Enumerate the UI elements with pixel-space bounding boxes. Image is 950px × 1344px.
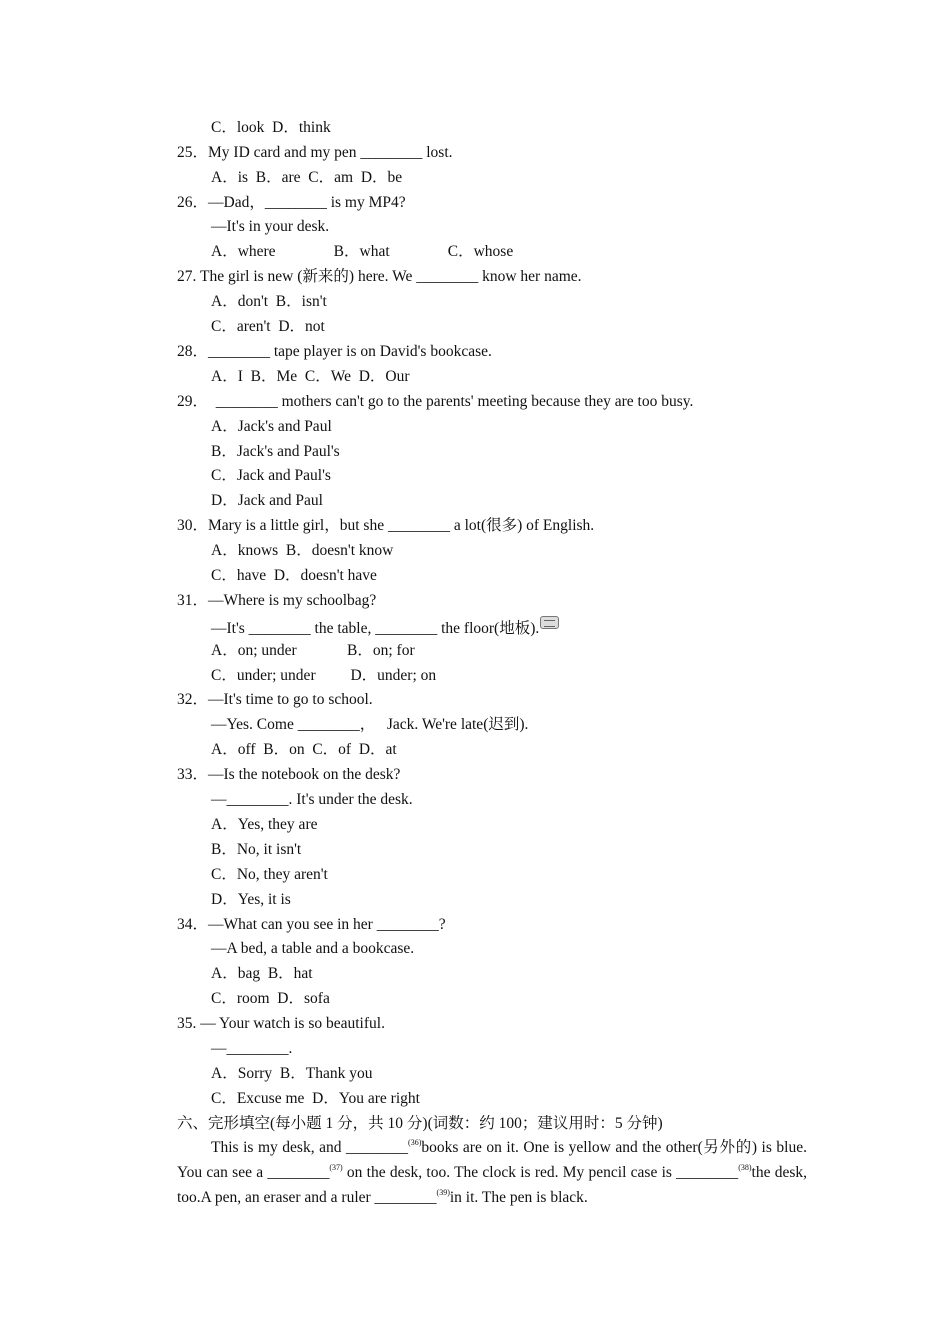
blank-number: (38) [738,1162,752,1172]
q26-reply: —It's in your desk. [211,218,330,235]
q34-stem: 34．—What can you see in her ________? [177,916,446,933]
q33-option-b: B．No, it isn't [211,841,302,858]
q35-stem: 35. — Your watch is so beautiful. [177,1015,385,1032]
q33-option-c: C．No, they aren't [211,866,328,883]
q35-reply: —________. [211,1040,293,1057]
q26-options: A．where B．what C．whose [211,243,514,260]
q29-stem: 29． ________ mothers can't go to the parents' meeting because they are too busy. [177,393,694,410]
blank-number: (37) [329,1162,343,1172]
q26-stem: 26．—Dad，________ is my MP4? [177,194,406,211]
image-icon [540,616,559,629]
q33-option-a: A．Yes, they are [211,816,318,833]
section-note: (每小题 1 分，共 10 分)(词数：约 100；建议用时：5 分钟) [270,1115,663,1132]
q27-stem: 27. The girl is new (新来的) here. We ________ know her name. [177,268,582,285]
q35-options-cd: C．Excuse me D．You are right [211,1090,420,1107]
q34-options-cd: C．room D．sofa [211,990,330,1007]
q33-option-d: D．Yes, it is [211,891,291,908]
q32-options: A．off B．on C．of D．at [211,741,397,758]
q29-option-b: B．Jack's and Paul's [211,443,340,460]
blank-number: (36) [408,1138,422,1147]
q30-options-cd: C．have D．doesn't have [211,567,377,584]
passage-text: the desk, too.A pen, an eraser and a ruler ________ [177,1163,807,1206]
q32-reply: —Yes. Come ________， Jack. We're late(迟到). [211,716,529,733]
q35-options-ab: A．Sorry B．Thank you [211,1065,373,1082]
q29-option-d: D．Jack and Paul [211,492,323,509]
passage-text: books are on it. One is yellow and the other(另外的) is blue. You can see a ________ [177,1139,807,1181]
q29-option-a: A．Jack's and Paul [211,418,332,435]
section-title: 六、完形填空 [177,1115,271,1132]
q24-options-cd: C．look D．think [211,119,331,136]
q34-options-ab: A．bag B．hat [211,965,313,982]
q27-options-cd: C．aren't D．not [211,318,325,335]
blank-number: (39) [436,1187,450,1197]
q33-reply: —________. It's under the desk. [211,791,413,808]
q34-reply: —A bed, a table and a bookcase. [211,940,415,957]
passage-text: This is my desk, and ________ [211,1139,409,1156]
cloze-passage [177,1136,807,1210]
q32-stem: 32．—It's time to go to school. [177,691,373,708]
q31-options-ab: A．on; under B．on; for [211,642,415,659]
q31-reply-text: —It's ________ the table, ________ the floor(地板). [211,620,540,637]
passage-text: on the desk, too. The clock is red. My pencil case is ________ [342,1163,739,1181]
q25-stem: 25．My ID card and my pen ________ lost. [177,144,453,161]
section-heading [177,1114,663,1134]
q30-stem: 30．Mary is a little girl，but she ________ a lot(很多) of English. [177,517,595,534]
q33-stem: 33．—Is the notebook on the desk? [177,766,401,783]
q27-options-ab: A．don't B．isn't [211,293,327,310]
q29-option-c: C．Jack and Paul's [211,467,331,484]
q30-options-ab: A．knows B．doesn't know [211,542,394,559]
cloze-paragraph [177,1136,807,1210]
q31-reply [211,616,559,639]
q28-stem: 28．________ tape player is on David's bookcase. [177,343,492,360]
q31-options-cd: C．under; under D．under; on [211,667,437,684]
q31-stem: 31．—Where is my schoolbag? [177,592,377,609]
passage-text: in it. The pen is black. [449,1188,588,1206]
q28-options: A．I B．Me C．We D．Our [211,368,410,385]
q25-options: A．is B．are C．am D．be [211,169,403,186]
